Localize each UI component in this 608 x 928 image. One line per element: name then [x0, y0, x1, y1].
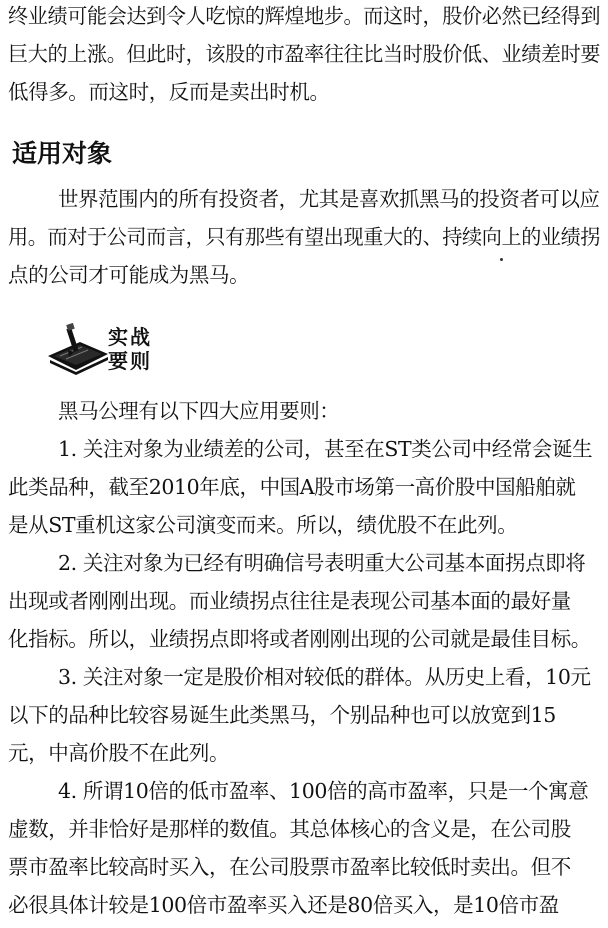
- rule-line: 出现或者刚刚出现。而业绩拐点往往是表现公司基本面的最好量: [8, 589, 571, 613]
- rule-line: 必很具体计较是100倍市盈率买入还是80倍买入，是10倍市盈: [8, 893, 559, 917]
- rule-line: 化指标。所以，业绩拐点即将或者刚刚出现的公司就是最佳目标。: [8, 627, 591, 651]
- rule-line: 元，中高价股不在此列。: [8, 741, 230, 765]
- paragraph-line: 世界范围内的所有投资者，尤其是喜欢抓黑马的投资者可以应: [58, 187, 600, 211]
- practice-rules-badge: [46, 322, 166, 376]
- rule-line: 虚数，并非恰好是那样的数值。其总体核心的含义是，在公司股: [8, 817, 571, 841]
- rules-intro: 黑马公理有以下四大应用要则：: [58, 399, 340, 423]
- section-title: 适用对象: [12, 139, 113, 168]
- badge-line-1: 实战: [108, 325, 152, 349]
- badge-line-2: 要则: [108, 349, 152, 373]
- rule-line: 票市盈率比较高时买入，在公司股票市盈率比较低时卖出。但不: [8, 855, 571, 879]
- paragraph-line: 终业绩可能会达到令人吃惊的辉煌地步。而这时，股价必然已经得到: [8, 4, 601, 28]
- rule-line: 2. 关注对象为已经有明确信号表明重大公司基本面拐点即将: [58, 551, 586, 575]
- speck-mark: [500, 258, 503, 261]
- rule-line: 1. 关注对象为业绩差的公司，甚至在ST类公司中经常会诞生: [58, 437, 593, 461]
- paragraph-line: 低得多。而这时，反而是卖出时机。: [8, 80, 330, 104]
- paragraph-line: 用。而对于公司而言，只有那些有望出现重大的、持续向上的业绩拐: [8, 225, 601, 249]
- paragraph-line: 巨大的上涨。但此时，该股的市盈率往往比当时股价低、业绩差时要: [8, 42, 601, 66]
- rule-line: 此类品种，截至2010年底，中国A股市场第一高价股中国船舶就: [8, 475, 576, 499]
- rule-line: 以下的品种比较容易诞生此类黑马，个别品种也可以放宽到15: [8, 703, 556, 727]
- rule-line: 3. 关注对象一定是股价相对较低的群体。从历史上看，10元: [58, 665, 591, 689]
- paragraph-line: 点的公司才可能成为黑马。: [8, 263, 250, 287]
- rule-line: 4. 所谓10倍的低市盈率、100倍的高市盈率，只是一个寓意: [58, 779, 589, 803]
- rule-line: 是从ST重机这家公司演变而来。所以，绩优股不在此列。: [8, 513, 518, 537]
- book-pen-icon: [46, 322, 112, 376]
